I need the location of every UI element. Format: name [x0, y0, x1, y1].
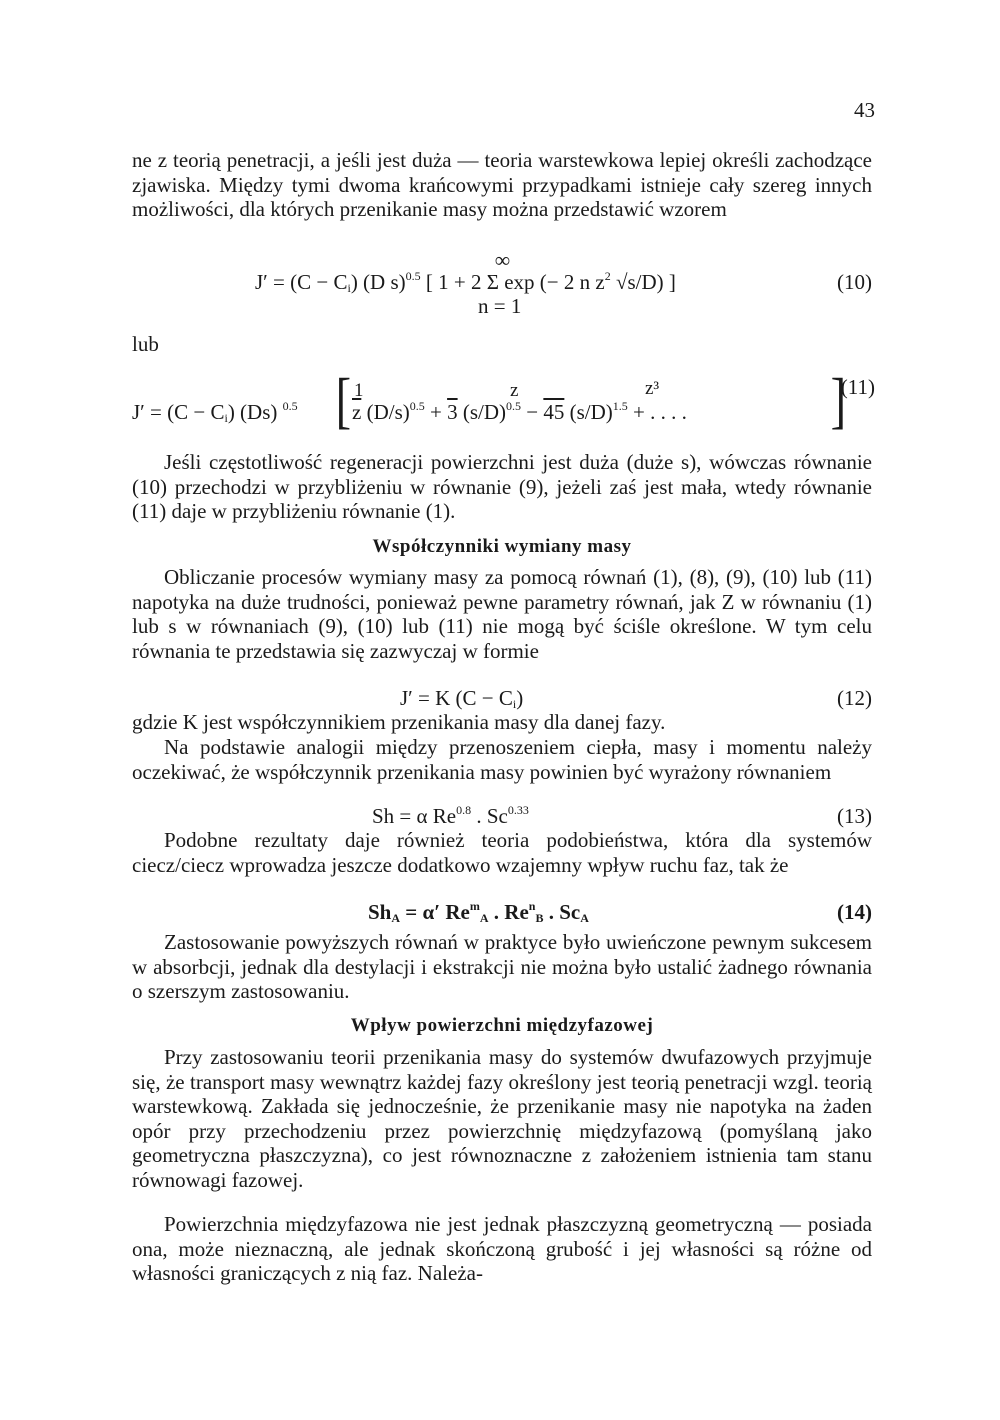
heading-wplyw: Wpływ powierzchni międzyfazowej [350, 1015, 654, 1036]
equation-number-11: (11) [840, 375, 875, 399]
equation-11-rhs: $\overline{z}$ $(D/s)^{0.5} + 3$ $(s/D)^{0.5} - 45$ $(s/D)^{1.5}$ + . . . . [352, 399, 687, 424]
page-number: 43 [854, 98, 875, 122]
paragraph-4: gdzie K jest współczynnikiem przenikania masy dla danej fazy. [132, 710, 666, 734]
equation-number-13: (13) [837, 804, 872, 828]
eq11-numerator-1: 1 [354, 380, 364, 401]
equation-13: Sh = α $Re^{0.8}$ . $Sc^{0.33}$ [372, 803, 529, 828]
eq11-numerator-3: z³ [645, 378, 660, 399]
equation-number-10: (10) [837, 270, 872, 294]
paragraph-2: Jeśli częstotliwość regeneracji powierzchni jest duża (duże s), wówczas równanie (10) przechodzi w przybliżeniu w równanie (9), jeżeli zaś jest mała, wtedy równanie (11) daje w przybliżeniu równanie (1). [132, 450, 872, 523]
left-bracket: [ [335, 367, 352, 435]
paragraph-3: Obliczanie procesów wymiany masy za pomocą równań (1), (8), (9), (10) lub (11) napotyka na duże trudności, ponieważ pewne parametry równań, jak Z w równaniu (1) lub s w równaniach (9), (10) lub (11) nie mogą być ściśle określone. W tym celu równania te przedstawia się zazwyczaj w formie [132, 565, 872, 663]
paragraph-8: Przy zastosowaniu teorii przenikania masy do systemów dwufazowych przyjmuje się, że transport masy wewnątrz każdej fazy określony jest teorią penetracji wzgl. teorią warstewkową. Zakłada się jednocześnie, że przenikanie masy nie napotyka na żaden opór przy przechodzeniu przez powierzchnię międzyfazową (pomyślaną jako geometryczna płaszczyzna), co jest równoznaczne z założeniem istnienia tam stanu równowagi fazowej. [132, 1045, 872, 1192]
sum-limit: n = 1 [478, 294, 522, 318]
right-bracket: ] [830, 367, 847, 435]
equation-11-lhs: $J' = (C - C_i)$ (Ds) $^{0.5}$ [132, 399, 298, 425]
equation-12: J′ = K $(C - C_i)$ [400, 686, 524, 711]
paragraph-9: Powierzchnia międzyfazowa nie jest jednak płaszczyzną geometryczną — posiada ona, może nieznaczną, ale jednak skończoną grubość i jej własności są różne od własności graniczących z nią faz. Należa- [132, 1212, 872, 1285]
heading-wspolczynniki: Współczynniki wymiany masy [372, 536, 632, 557]
paragraph-6: Podobne rezultaty daje również teoria podobieństwa, która dla systemów ciecz/ciecz wprowadza jeszcze dodatkowo wzajemny wpływ ruchu faz, tak że [132, 828, 872, 877]
equation-14: $Sh_A = \alpha'$ $Re^m_A$ . $Re^n_B$ . $Sc_A$ [368, 899, 589, 925]
infinity-symbol: ∞ [495, 248, 510, 272]
eq11-numerator-2: z [510, 380, 519, 401]
equation-number-12: (12) [837, 686, 872, 710]
paragraph-5: Na podstawie analogii między przenoszeniem ciepła, masy i momentu należy oczekiwać, że współczynnik przenikania masy powinien być wyrażony równaniem [132, 735, 872, 784]
equation-number-14: (14) [837, 900, 872, 924]
equation-10: $J' = (C - C_i)$ (D s)$^{0.5}$ [ 1 + 2 Σ exp (− 2 n $z^2$ √s/D) ] [255, 269, 676, 295]
paragraph-1: ne z teorią penetracji, a jeśli jest duża — teoria warstewkowa lepiej określi zachodzące zjawiska. Między tymi dwoma krańcowymi przypadkami istnieje cały szereg innych możliwości, dla których przenikanie masy można przedstawić wzorem [132, 148, 872, 221]
paragraph-7: Zastosowanie powyższych równań w praktyce było uwieńczone pewnym sukcesem w absorbcji, jednak dla destylacji i ekstrakcji nie można było ustalić żadnego równania o szerszym zastosowaniu. [132, 930, 872, 1003]
lub-text: lub [132, 332, 159, 356]
